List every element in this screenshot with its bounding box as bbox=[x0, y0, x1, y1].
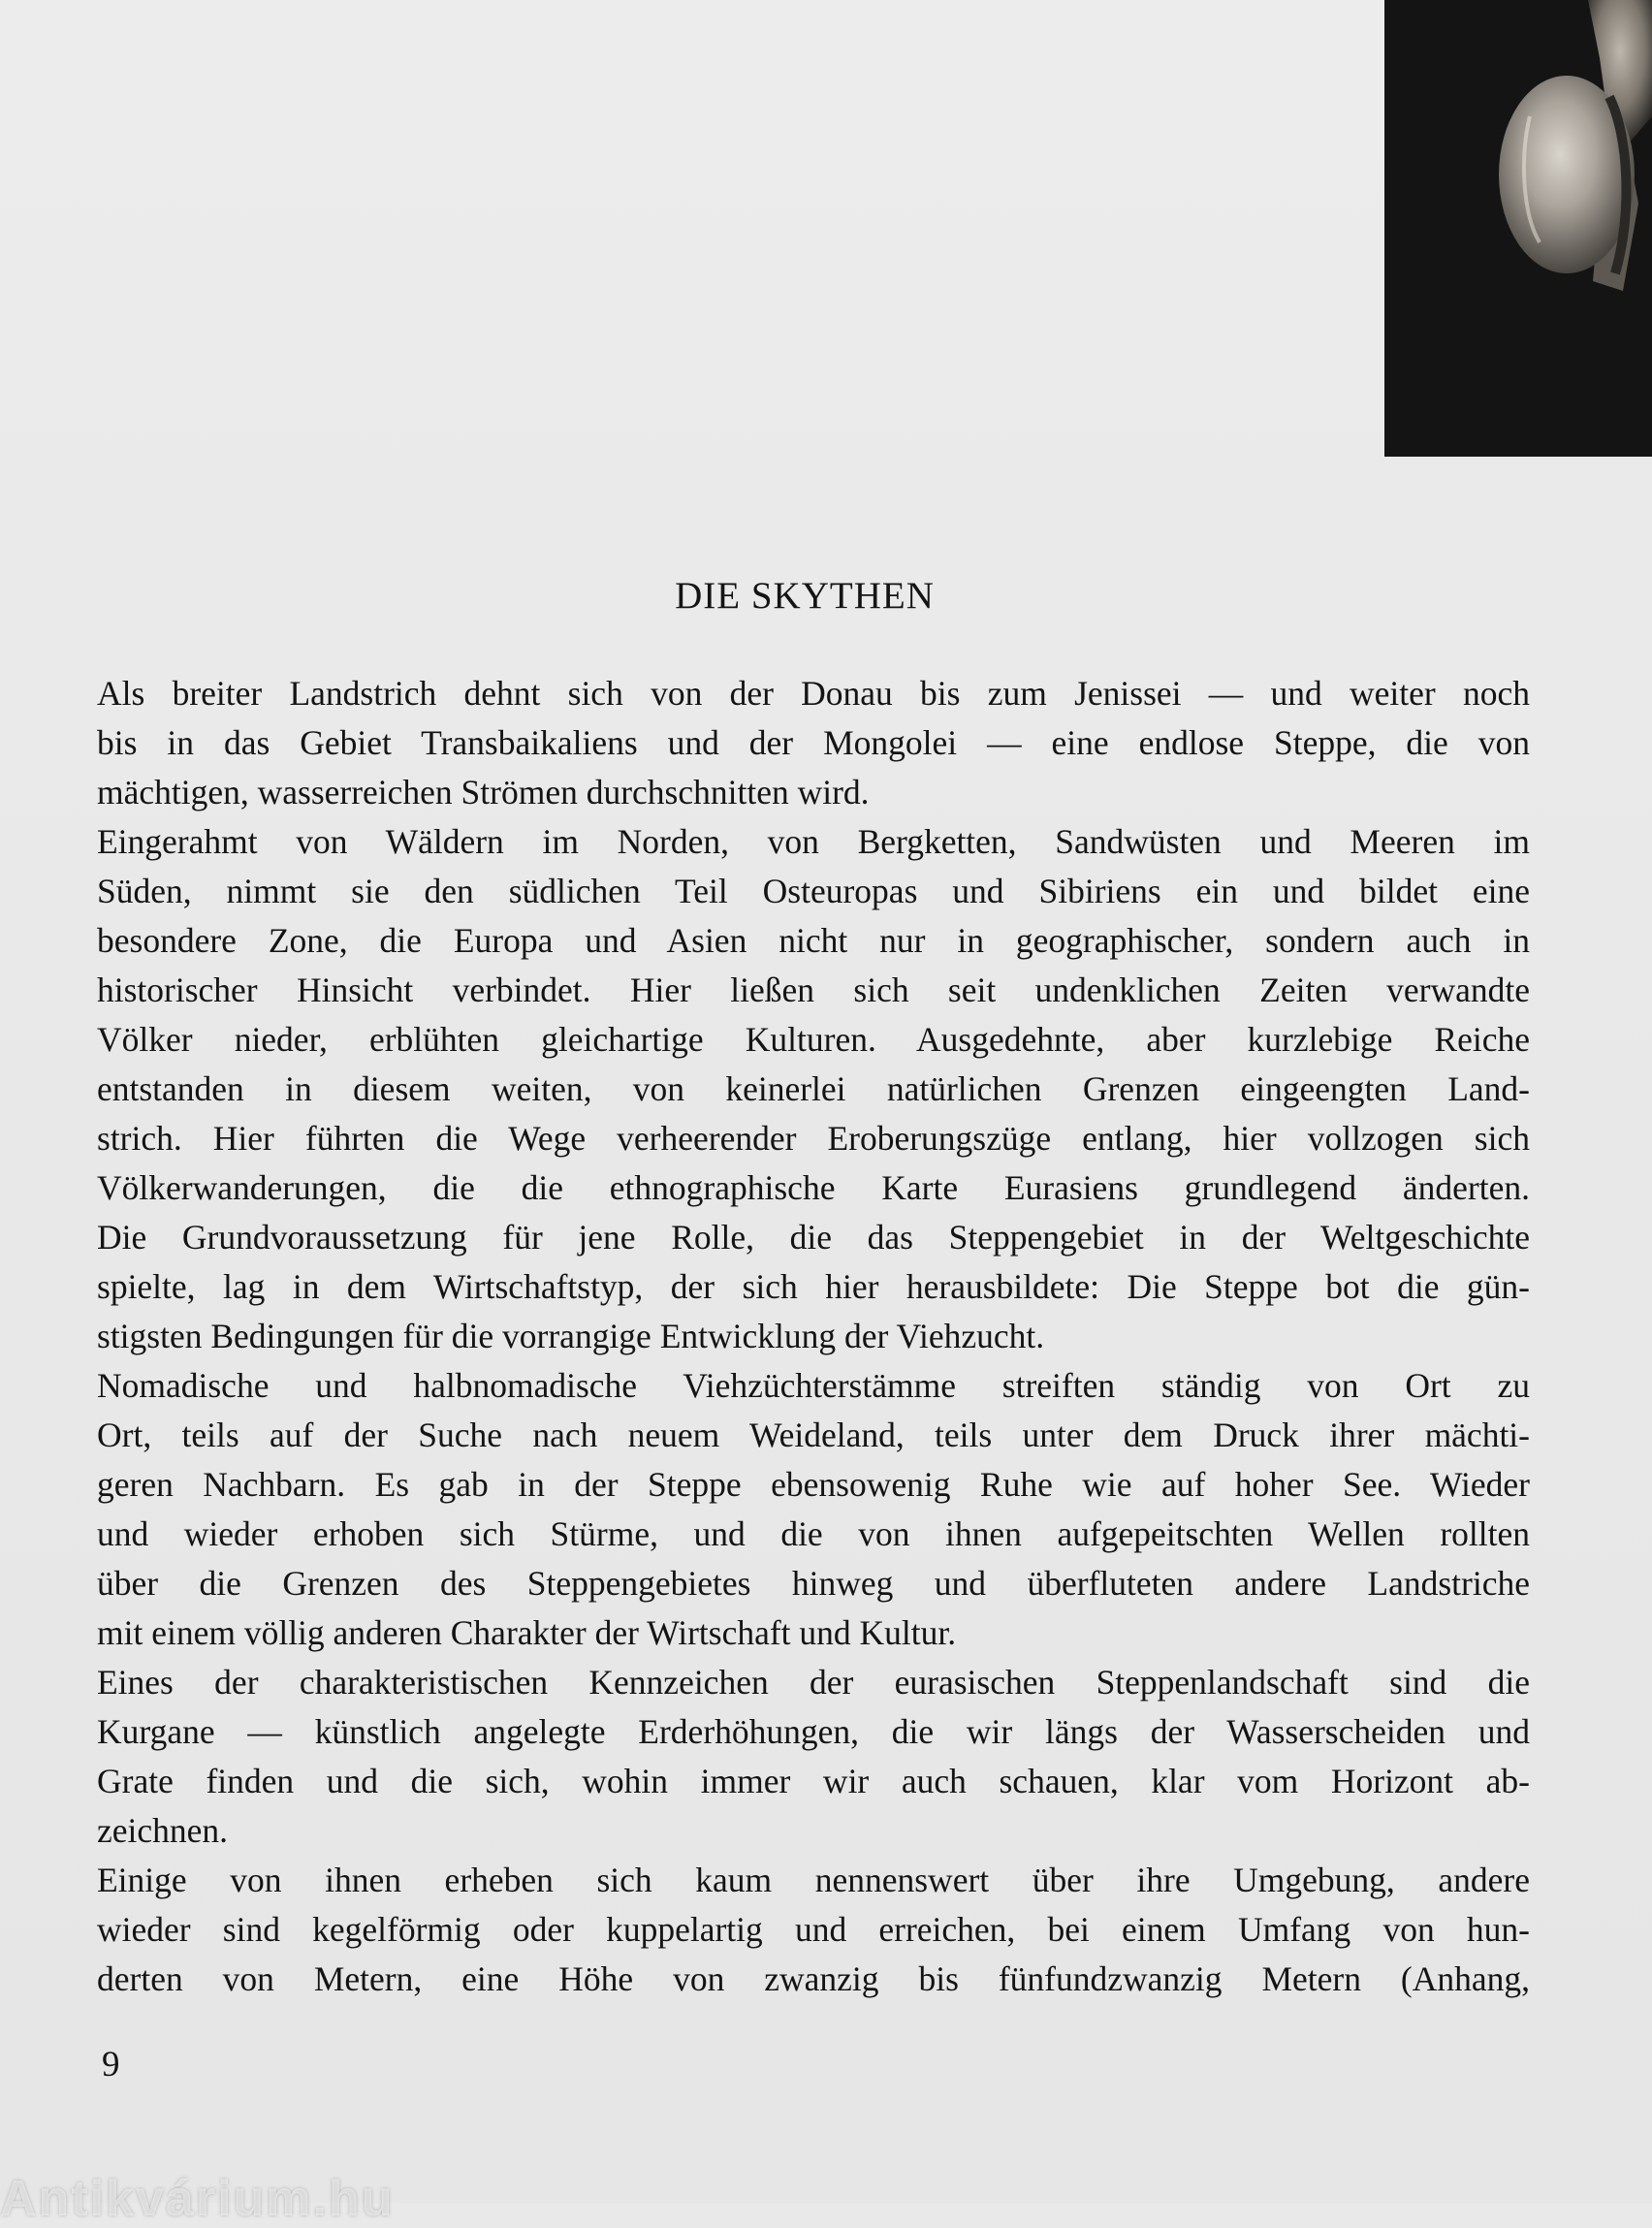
text-line: mit einem völlig anderen Charakter der Wirtschaft und Kultur. bbox=[97, 1613, 957, 1652]
text-line: Völkerwanderungen, die die ethnographische Karte Eurasiens grundlegend änderten. bbox=[97, 1168, 1530, 1207]
text-line: bis in das Gebiet Transbaikaliens und der Mongolei — eine endlose Steppe, die von bbox=[97, 723, 1530, 762]
text-line: Als breiter Landstrich dehnt sich von der Donau bis zum Jenissei — und weiter noch bbox=[97, 674, 1530, 713]
text-line: über die Grenzen des Steppengebietes hinweg und überfluteten andere Landstriche bbox=[97, 1564, 1530, 1603]
text-line: besondere Zone, die Europa und Asien nicht nur in geographischer, sondern auch in bbox=[97, 921, 1530, 960]
text-line: historischer Hinsicht verbindet. Hier ließen sich seit undenklichen Zeiten verwandte bbox=[97, 971, 1530, 1009]
text-line: strich. Hier führten die Wege verheerender Eroberungszüge entlang, hier vollzogen sich bbox=[97, 1119, 1530, 1158]
text-line: Grate finden und die sich, wohin immer wir auch schauen, klar vom Horizont ab- bbox=[97, 1762, 1530, 1800]
text-line: entstanden in diesem weiten, von keinerlei natürlichen Grenzen eingeengten Land- bbox=[97, 1069, 1530, 1108]
text-line: Süden, nimmt sie den südlichen Teil Osteuropas und Sibiriens ein und bildet eine bbox=[97, 872, 1530, 910]
text-line: Eingerahmt von Wäldern im Norden, von Bergketten, Sandwüsten und Meeren im bbox=[97, 822, 1530, 861]
body-text bbox=[97, 669, 1530, 2004]
text-line: zeichnen. bbox=[97, 1811, 229, 1850]
text-line: stigsten Bedingungen für die vorrangige Entwicklung der Viehzucht. bbox=[97, 1317, 1045, 1355]
text-line: mächtigen, wasserreichen Strömen durchschnitten wird. bbox=[97, 773, 870, 812]
text-line: und wieder erhoben sich Stürme, und die von ihnen aufgepeitschten Wellen rollten bbox=[97, 1514, 1530, 1553]
artifact-photo bbox=[1384, 0, 1652, 457]
paragraph bbox=[97, 1856, 1530, 2004]
text-line: Kurgane — künstlich angelegte Erderhöhungen, die wir längs der Wasserscheiden und bbox=[97, 1712, 1530, 1751]
text-line: Die Grundvoraussetzung für jene Rolle, die das Steppengebiet in der Weltgeschichte bbox=[97, 1218, 1530, 1257]
text-line: Ort, teils auf der Suche nach neuem Weideland, teils unter dem Druck ihrer mächti- bbox=[97, 1416, 1530, 1454]
text-line: wieder sind kegelförmig oder kuppelartig und erreichen, bei einem Umfang von hun- bbox=[97, 1910, 1530, 1949]
paragraph bbox=[97, 1361, 1530, 1658]
text-line: geren Nachbarn. Es gab in der Steppe ebensowenig Ruhe wie auf hoher See. Wieder bbox=[97, 1465, 1530, 1504]
paragraph bbox=[97, 1658, 1530, 1856]
text-line: derten von Metern, eine Höhe von zwanzig bis fünfundzwanzig Metern (Anhang, bbox=[97, 1959, 1530, 1998]
text-line: Einige von ihnen erheben sich kaum nennenswert über ihre Umgebung, andere bbox=[97, 1861, 1530, 1899]
text-line: Eines der charakteristischen Kennzeichen der eurasischen Steppenlandschaft sind die bbox=[97, 1663, 1530, 1702]
watermark: Antikvárium.hu bbox=[0, 2171, 395, 2227]
chapter-title: DIE SKYTHEN bbox=[675, 575, 935, 617]
paragraph bbox=[97, 669, 1530, 817]
text-line: Völker nieder, erblühten gleichartige Kulturen. Ausgedehnte, aber kurzlebige Reiche bbox=[97, 1020, 1530, 1059]
text-line: spielte, lag in dem Wirtschaftstyp, der sich hier herausbildete: Die Steppe bot die gün- bbox=[97, 1267, 1530, 1306]
page-number: 9 bbox=[102, 2045, 120, 2085]
paragraph bbox=[97, 817, 1530, 1361]
text-line: Nomadische und halbnomadische Viehzüchterstämme streiften ständig von Ort zu bbox=[97, 1366, 1530, 1405]
artifact-photo-image bbox=[1384, 0, 1652, 457]
